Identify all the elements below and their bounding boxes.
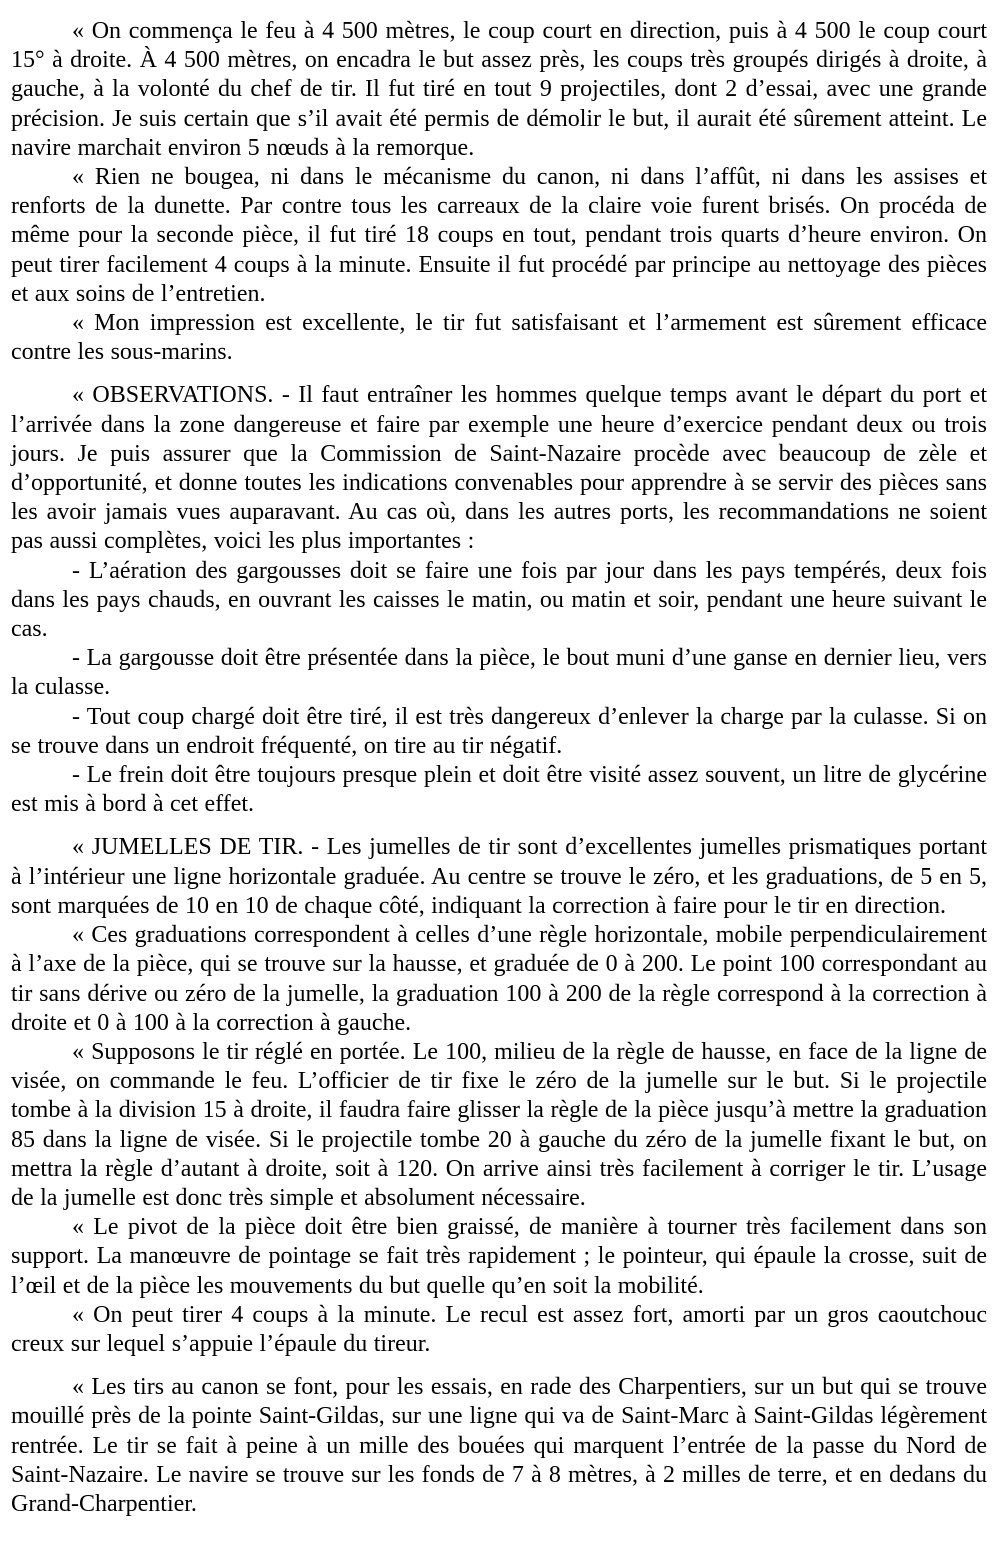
paragraph-jumelles-de-tir: « JUMELLES DE TIR. - Les jumelles de tir sont d’excellentes jumelles prismatiques portant à l’intérieur une ligne horizontale graduée. Au centre se trouve le zéro, et les graduations, de 5 en 5, sont marquées de 10 en 10 de chaque côté, indiquant la correction à faire pour le tir en direction. [11,834,987,919]
paragraph-observations: « OBSERVATIONS. - Il faut entraîner les hommes quelque temps avant le départ du port et l’arrivée dans la zone dangereuse et faire par exemple une heure d’exercice pendant deux ou trois jours. Je puis assurer que la Commission de Saint-Nazaire procède avec beaucoup de zèle et d’opportunité, et donne toutes les indications convenables pour apprendre à se servir des pièces sans les avoir jamais vues auparavant. Au cas où, dans les autres ports, les recommandations ne soient pas aussi complètes, voici les plus importantes : [11,382,987,555]
paragraph-graduations-regle: « Ces graduations correspondent à celles d’une règle horizontale, mobile perpendiculairement à l’axe de la pièce, qui se trouve sur la hausse, et graduée de 0 à 200. Le point 100 correspondant au tir sans dérive ou zéro de la jumelle, la graduation 100 à 200 de la règle correspond à la correction à droite et 0 à 100 à la correction à gauche. [11,922,987,1036]
paragraph-impression: « Mon impression est excellente, le tir fut satisfaisant et l’armement est sûrement efficace contre les sous-marins. [11,310,987,366]
paragraph-supposons-tir-regle: « Supposons le tir réglé en portée. Le 100, milieu de la règle de hausse, en face de la ligne de visée, on commande le feu. L’officier de tir fixe le zéro de la jumelle sur le but. Si le projectile tombe à la division 15 à droite, il faudra faire glisser la règle de la pièce jusqu’à mettre la graduation 85 dans la ligne de visée. Si le projectile tombe 20 à gauche du zéro de la jumelle fixant le but, on mettra la règle d’autant à droite, soit à 120. On arrive ainsi très facilement à corriger le tir. L’usage de la jumelle est donc très simple et absolument nécessaire. [11,1038,987,1211]
paragraph-recul: « On peut tirer 4 coups à la minute. Le recul est assez fort, amorti par un gros caoutchouc creux sur lequel s’appuie l’épaule du tireur. [11,1301,987,1357]
paragraph-pivot-piece: « Le pivot de la pièce doit être bien graissé, de manière à tourner très facilement dans son support. La manœuvre de pointage se fait très rapidement ; le pointeur, qui épaule la crosse, suit de l’œil et de la pièce les mouvements du but quelle qu’en soit la mobilité. [11,1214,987,1299]
list-item-coup-charge: - Tout coup chargé doit être tiré, il est très dangereux d’enlever la charge par la culasse. Si on se trouve dans un endroit fréquenté, on tire au tir négatif. [11,703,987,759]
list-item-aeration-gargousses: - L’aération des gargousses doit se faire une fois par jour dans les pays tempérés, deux fois dans les pays chauds, en ouvrant les caisses le matin, ou matin et soir, pendant une heure suivant le cas. [11,557,987,643]
paragraph-firing-test: « On commença le feu à 4 500 mètres, le coup court en direction, puis à 4 500 le coup court 15° à droite. À 4 500 mètres, on encadra le but assez près, les coups très groupés dirigés à droite, à gauche, à la volonté du chef de tir. Il fut tiré en tout 9 projectiles, dont 2 d’essai, avec une grande précision. Je suis certain que s’il avait été permis de démolir le but, il aurait été sûrement atteint. Le navire marchait environ 5 nœuds à la remorque. [11,18,987,161]
list-item-frein-glycerine: - Le frein doit être toujours presque plein et doit être visité assez souvent, un litre de glycérine est mis à bord à cet effet. [11,762,987,818]
paragraph-mechanism: « Rien ne bougea, ni dans le mécanisme du canon, ni dans l’affût, ni dans les assises et renforts de la dunette. Par contre tous les carreaux de la claire voie furent brisés. On procéda de même pour la seconde pièce, il fut tiré 18 coups en tout, pendant trois quarts d’heure environ. On peut tirer facilement 4 coups à la minute. Ensuite il fut procédé par principe au nettoyage des pièces et aux soins de l’entretien. [11,164,987,307]
paragraph-tirs-essais-charpentiers: « Les tirs au canon se font, pour les essais, en rade des Charpentiers, sur un but qui se trouve mouillé près de la pointe Saint-Gildas, sur une ligne qui va de Saint-Marc à Saint-Gildas légèrement rentrée. Le tir se fait à peine à un mille des bouées qui marquent l’entrée de la passe du Nord de Saint-Nazaire. Le navire se trouve sur les fonds de 7 à 8 mètres, à 2 milles de terre, et en dedans du Grand-Charpentier. [11,1374,987,1517]
list-item-gargousse-presentation: - La gargousse doit être présentée dans la pièce, le bout muni d’une ganse en dernier lieu, vers la culasse. [11,645,987,701]
